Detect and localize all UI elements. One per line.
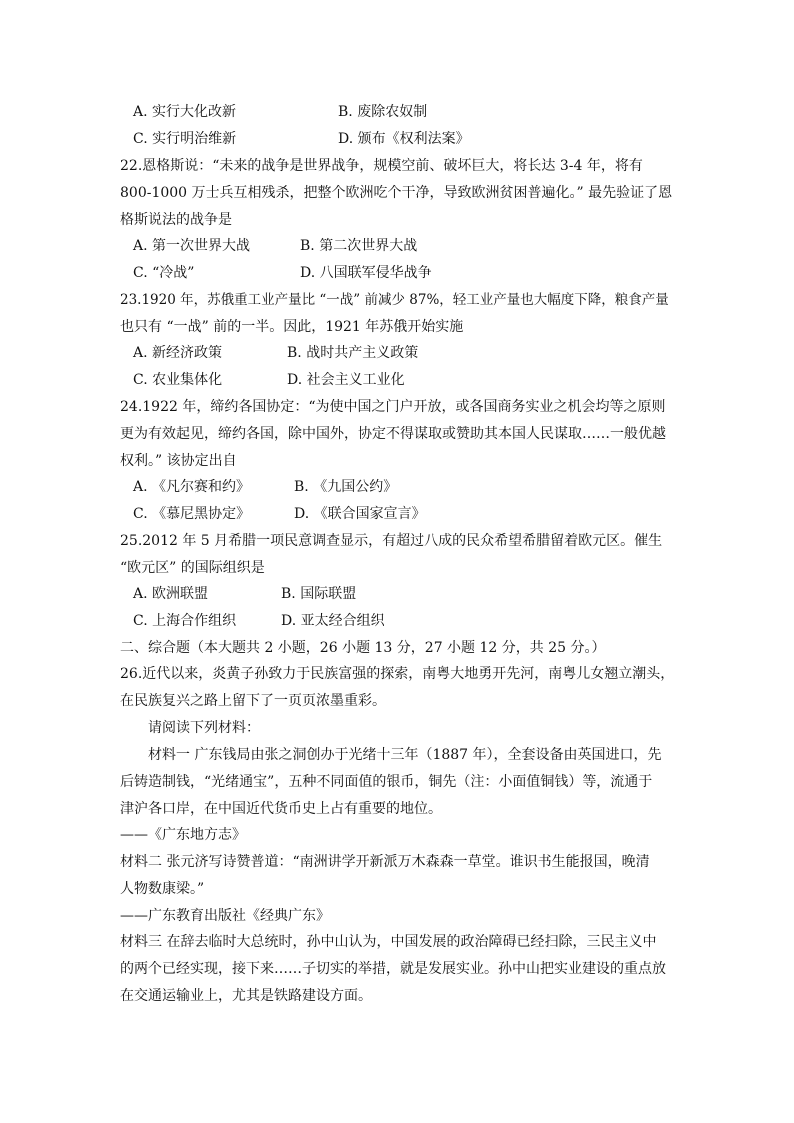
- q25-stem-line-1: 25.2012 年 5 月希腊一项民意调查显示，有超过八成的民众希望希腊留着欧元区。催生: [120, 533, 663, 549]
- section-heading: 二、综合题（本大题共 2 小题，26 小题 13 分，27 小题 12 分，共 25 分。）: [120, 640, 606, 656]
- q24-option-b: B. 《九国公约》: [294, 479, 398, 495]
- q24-option-c: C. 《慕尼黑协定》: [133, 506, 251, 522]
- q21-option-d: D. 颁布《权利法案》: [338, 131, 470, 147]
- q25-option-a: A. 欧洲联盟: [133, 586, 209, 602]
- q26-stem-line-1: 26.近代以来，炎黄子孙致力于民族富强的探索，南粤大地勇开先河，南粤儿女翘立潮头，: [120, 666, 675, 682]
- q24-stem-line-2: 更为有效起见，缔约各国，除中国外，协定不得谋取或赞助其本国人民谋取……一般优越: [120, 426, 666, 442]
- q25-option-b: B. 国际联盟: [281, 586, 357, 602]
- q22-stem-line-3: 格斯说法的战争是: [120, 212, 232, 228]
- material-1-source: ——《广东地方志》: [120, 827, 246, 843]
- material-1-line-3: 津沪各口岸，在中国近代货币史上占有重要的地位。: [120, 801, 442, 817]
- material-3-line-2: 的两个已经实现，接下来……子切实的举措，就是发展实业。孙中山把实业建设的重点放: [120, 961, 666, 977]
- q23-stem-line-1: 23.1920 年，苏俄重工业产量比 “一战” 前减少 87%，轻工业产量也大幅度下降，粮食产量: [120, 292, 669, 308]
- q25-stem-line-2: “欧元区” 的国际组织是: [120, 560, 265, 576]
- q22-option-a: A. 第一次世界大战: [133, 238, 251, 254]
- q21-option-b: B. 废除农奴制: [338, 104, 428, 120]
- q22-option-c: C. “冷战”: [133, 265, 195, 281]
- q22-stem-line-1: 22.恩格斯说：“未来的战争是世界战争，规模空前、破坏巨大，将长达 3-4 年，将有: [120, 158, 643, 174]
- q22-option-d: D. 八国联军侵华战争: [300, 265, 432, 281]
- material-1-line-1: 材料一 广东钱局由张之洞创办于光绪十三年（1887 年），全套设备由英国进口，先: [148, 747, 662, 763]
- q22-option-b: B. 第二次世界大战: [300, 238, 418, 254]
- q26-stem-line-2: 在民族复兴之路上留下了一页页浓墨重彩。: [120, 693, 386, 709]
- q25-option-c: C. 上海合作组织: [133, 613, 237, 629]
- q23-option-a: A. 新经济政策: [133, 345, 223, 361]
- q21-option-a: A. 实行大化改新: [133, 104, 237, 120]
- q23-option-d: D. 社会主义工业化: [287, 372, 405, 388]
- q26-prompt: 请阅读下列材料：: [148, 720, 260, 736]
- material-2-source: ——广东教育出版社《经典广东》: [120, 908, 330, 924]
- material-2-line-2: 人物数康梁。”: [120, 881, 205, 897]
- q22-stem-line-2: 800-1000 万士兵互相残杀，把整个欧洲吃个干净，导致欧洲贫困普遍化。” 最先验证了恩: [120, 185, 673, 201]
- material-2-line-1: 材料二 张元济写诗赞普道：“南洲讲学开新派万木森森一草堂。谁识书生能报国，晚清: [120, 854, 650, 870]
- material-3-line-3: 在交通运输业上，尤其是铁路建设方面。: [120, 988, 372, 1004]
- q23-stem-line-2: 也只有 “一战” 前的一半。因此，1921 年苏俄开始实施: [120, 319, 464, 335]
- q25-option-d: D. 亚太经合组织: [281, 613, 385, 629]
- q23-option-c: C. 农业集体化: [133, 372, 223, 388]
- q23-option-b: B. 战时共产主义政策: [287, 345, 419, 361]
- q24-option-d: D. 《联合国家宣言》: [294, 506, 426, 522]
- q24-stem-line-3: 权利。” 该协定出自: [120, 453, 237, 469]
- q24-option-a: A. 《凡尔赛和约》: [133, 479, 251, 495]
- q21-option-c: C. 实行明治维新: [133, 131, 237, 147]
- material-1-line-2: 后铸造制钱，“光绪通宝”，五种不同面值的银币，铜先（注：小面值铜钱）等，流通于: [120, 774, 653, 790]
- q24-stem-line-1: 24.1922 年，缔约各国协定：“为使中国之门户开放，或各国商务实业之机会均等之原则: [120, 399, 666, 415]
- material-3-line-1: 材料三 在辞去临时大总统时，孙中山认为，中国发展的政治障碍已经扫除，三民主义中: [120, 934, 657, 950]
